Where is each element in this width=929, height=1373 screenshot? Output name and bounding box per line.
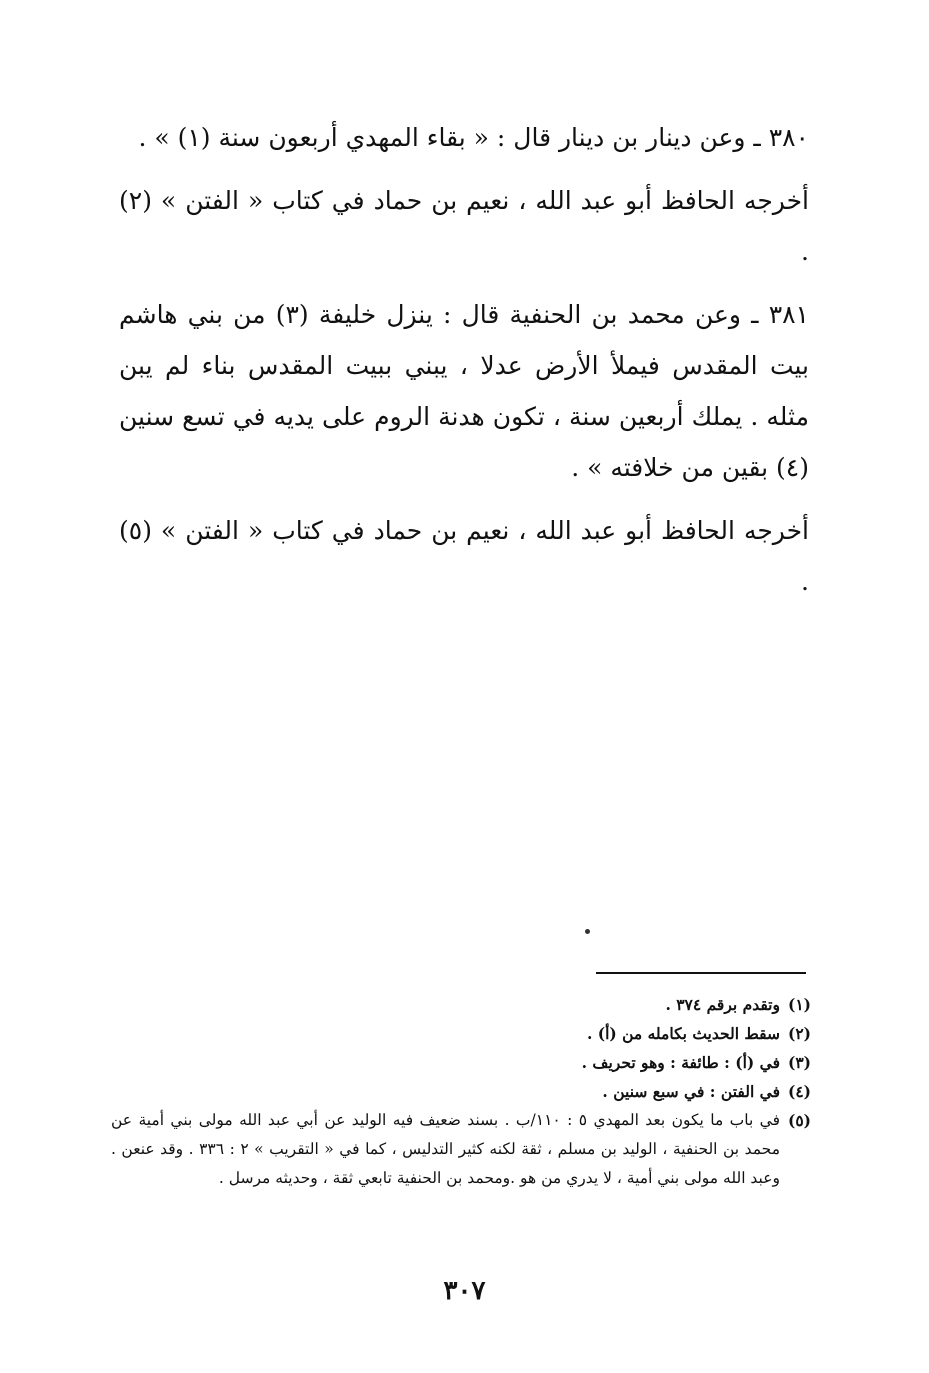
footnote-number: (٥) — [787, 1111, 811, 1130]
footnote-text: سقط الحديث بكامله من (أ) . — [586, 1024, 780, 1043]
source-reference-380: أخرجه الحافظ أبو عبد الله ، نعيم بن حماد في كتاب « الفتن » (٢) . — [119, 186, 809, 266]
footnote-text: في باب ما يكون بعد المهدي ٥ : ١١٠/ب . بسند ضعيف فيه الوليد عن أبي عبد الله مولى بني أمية عن محمد بن الحنفية ، الوليد بن مسلم ، ثقة لكنه كثير التدليس ، كما في « التقريب » ٢ : ٣٣٦ . وقد عنعن . وعبد الله مولى بني أمية ، لا يدري من هو .ومحمد بن الحنفية تابعي ثقة ، وحديثه مرسل . — [111, 1111, 781, 1187]
source-reference-381: أخرجه الحافظ أبو عبد الله ، نعيم بن حماد في كتاب « الفتن » (٥) . — [119, 516, 809, 596]
footnote-number: (٢) — [787, 1024, 811, 1043]
footnote-3 — [111, 1048, 811, 1077]
footnote-number: (١) — [787, 995, 811, 1014]
footnote-2 — [111, 1019, 811, 1048]
footnote-text: في (أ) : طائفة : وهو تحريف . — [581, 1053, 780, 1072]
hadith-380: ٣٨٠ ـ وعن دينار بن دينار قال : « بقاء المهدي أربعون سنة (١) » . — [138, 123, 809, 152]
footnotes-block — [111, 990, 811, 1193]
footnote-1 — [111, 990, 811, 1019]
footnote-number: (٤) — [787, 1082, 811, 1101]
hadith-381: ٣٨١ ـ وعن محمد بن الحنفية قال : ينزل خليفة (٣) من بني هاشم بيت المقدس فيملأ الأرض عدلا ، يبني ببيت المقدس بناء لم يبن مثله . يملك أربعين سنة ، تكون هدنة الروم على يديه في تسع سنين (٤) بقين من خلافته » . — [119, 300, 809, 482]
footnote-text: وتقدم برقم ٣٧٤ . — [665, 995, 780, 1014]
footnote-number: (٣) — [787, 1053, 811, 1072]
page-number: ٣٠٧ — [443, 1276, 486, 1306]
ink-dot — [585, 929, 590, 934]
footnote-4 — [111, 1077, 811, 1106]
main-text-block — [119, 112, 809, 619]
footnote-5 — [111, 1106, 811, 1193]
footnote-text: في الفتن : في سبع سنين . — [602, 1082, 780, 1101]
footnote-separator — [596, 972, 806, 974]
